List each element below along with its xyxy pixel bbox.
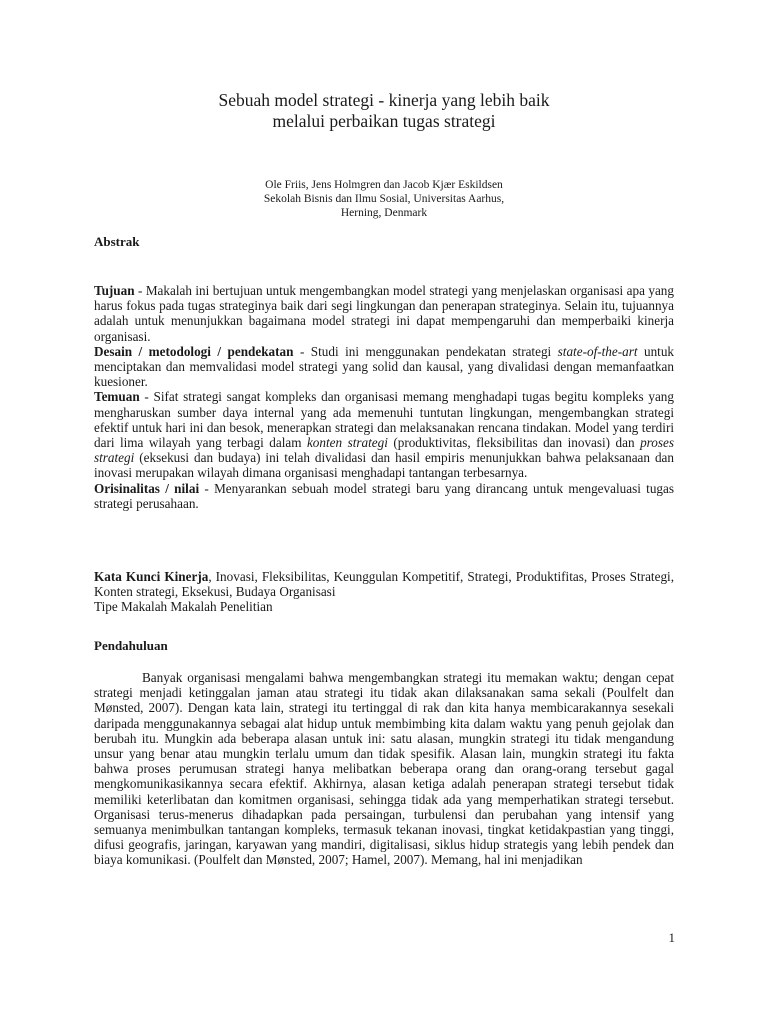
temuan-text: - Sifat strategi sangat kompleks dan organisasi memang menghadapi tugas begitu kompleks yang mengharuskan sumber daya internal yang ada memenuhi tuntutan lingkungan, mengembangkan strategi efektif untuk hari ini dan besok, menerapkan strategi dan melaksanakan rencana tindakan. Model yang terdiri dari lima wilayah yang terbagi dalam <box>94 389 674 451</box>
temuan-italic-proses: proses strategi <box>94 435 675 466</box>
temuan-italic-konten: konten strategi <box>306 435 388 451</box>
intro-body: Banyak organisasi mengalami bahwa mengembangkan strategi itu memakan waktu; dengan cepat strategi menjadi ketinggalan jaman atau strategi itu tidak akan dilaksanakan sama sekali (Poulfelt dan Mønsted, 2007). Dengan kata lain, strategi itu tertinggal di rak dan kita hanya membicarakannya sesekali daripada menggunakannya sebagai alat hidup untuk membimbing kita dalam waktu yang penuh gejolak dan berubah itu. Mungkin ada beberapa alasan untuk ini: satu alasan, mungkin strategi itu tidak mengandung unsur yang benar atau mungkin terlalu umum dan tidak spesifik. Alasan lain, mungkin strategi itu fakta bahwa proses perumusan strategi hanya melibatkan beberapa orang dan orang-orang tersebut gagal mengkomunikasikannya secara efektif. Akhirnya, alasan ketiga adalah penerapan strategi tersebut tidak memiliki keterlibatan dan komitmen organisasi, sehingga tidak ada yang memperhatikan strategi tersebut. Organisasi terus-menerus dihadapkan pada persaingan, turbulensi dan perubahan yang intensif yang semuanya menimbulkan tantangan kompleks, termasuk tekanan inovasi, tingkat ketidakpastian yang tinggi, difusi geografis, jaringan, karyawan yang mandiri, digitalisasi, siklus hidup strategis yang lebih pendek dan biaya komunikasi. (Poulfelt dan Mønsted, 2007; Hamel, 2007). Memang, hal ini menjadikan <box>94 670 674 868</box>
keywords-text: , Inovasi, Fleksibilitas, Keunggulan Kompetitif, Strategi, Produktifitas, Proses Strategi, Konten strategi, Eksekusi, Budaya Organisasi <box>94 569 674 600</box>
desain-text-2: untuk menciptakan dan memvalidasi model strategi yang solid dan kausal, yang divalidasi dengan memanfaatkan kuesioner. <box>94 343 675 390</box>
abstract-desain <box>94 344 674 390</box>
desain-italic: state-of-the-art <box>557 343 638 359</box>
temuan-label: Temuan <box>94 389 140 405</box>
keywords-line <box>94 569 674 599</box>
paper-type: Tipe Makalah Makalah Penelitian <box>94 599 273 615</box>
title-line-2: melalui perbaikan tugas strategi <box>272 111 496 131</box>
tujuan-label: Tujuan <box>94 283 135 298</box>
tujuan-text: - Makalah ini bertujuan untuk mengembangkan model strategi yang menjelaskan organisasi apa yang harus fokus pada tugas strateginya baik dari segi lingkungan dan penerapan strateginya. Selain itu, tujuannya adalah untuk menunjukkan bagaimana model strategi ini dapat mempengaruhi dan memperbaiki kinerja organisasi. <box>94 283 674 344</box>
temuan-text-2: (produktivitas, fleksibilitas dan inovasi) dan <box>387 435 641 451</box>
abstract-heading: Abstrak <box>94 234 140 249</box>
page-number: 1 <box>668 930 675 945</box>
temuan-text-3: (eksekusi dan budaya) ini telah divalidasi dan hasil empiris menunjukkan bahwa pelaksanaan dan inovasi merupakan wilayah dimana organisasi menghadapi tantangan terbesarnya. <box>94 450 674 481</box>
author-names: Ole Friis, Jens Holmgren dan Jacob Kjær Eskildsen <box>265 179 503 191</box>
abstract-orisinalitas <box>94 481 674 511</box>
abstract-temuan <box>94 389 674 480</box>
orisinalitas-text: - Menyarankan sebuah model strategi baru yang dirancang untuk mengevaluasi tugas strategi perusahaan. <box>94 480 674 511</box>
author-location: Herning, Denmark <box>340 207 428 219</box>
desain-label: Desain / metodologi / pendekatan <box>94 343 294 359</box>
abstract-tujuan <box>94 283 674 344</box>
intro-heading: Pendahuluan <box>94 638 168 653</box>
title-line-1: Sebuah model strategi - kinerja yang lebih baik <box>218 90 550 110</box>
keywords-block <box>94 569 674 615</box>
author-block <box>0 178 768 220</box>
keywords-label: Kata Kunci Kinerja <box>94 569 209 584</box>
author-affiliation: Sekolah Bisnis dan Ilmu Sosial, Universitas Aarhus, <box>263 193 505 205</box>
paper-title <box>0 90 768 132</box>
desain-text: - Studi ini menggunakan pendekatan strategi <box>293 343 558 359</box>
orisinalitas-label: Orisinalitas / nilai <box>94 480 200 496</box>
abstract-body <box>94 283 674 511</box>
